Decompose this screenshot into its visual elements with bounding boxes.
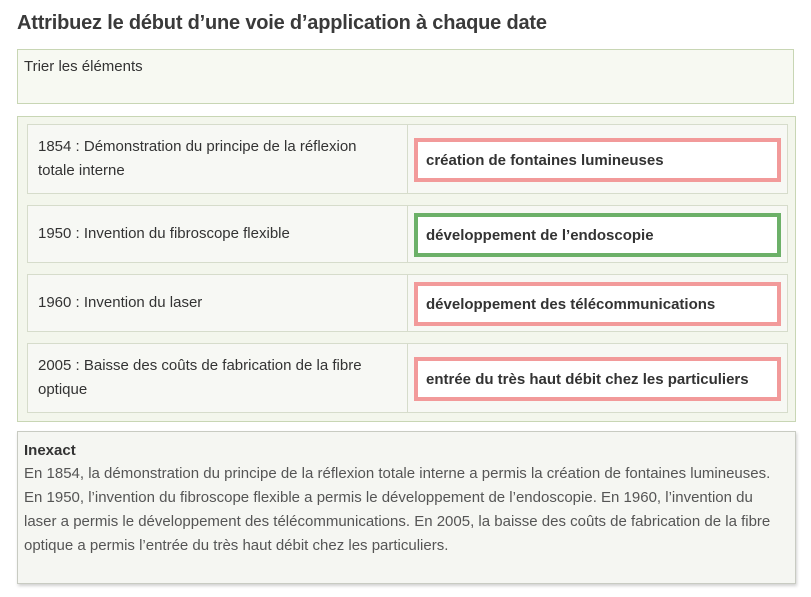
page-title: Attribuez le début d’une voie d’application à chaque date [17,12,547,34]
date-label: 1950 : Invention du fibroscope flexible [28,206,408,262]
match-row [27,205,788,263]
match-row [27,124,788,194]
sort-label: Trier les éléments [24,58,143,75]
date-label: 2005 : Baisse des coûts de fabrication de la fibre optique [28,344,408,412]
date-label: 1960 : Invention du laser [28,275,408,331]
answer-box[interactable]: création de fontaines lumineuses [414,138,781,182]
answer-box[interactable]: entrée du très haut débit chez les particuliers [414,357,781,401]
matching-area [17,116,796,422]
feedback-text: En 1854, la démonstration du principe de la réflexion totale interne a permis la création de fontaines lumineuses. En 1950, l’invention du fibroscope flexible a permis le développement de l’endoscopie. En 1960, l’invention du laser a permis le développement des télécommunications. En 2005, la baisse des coûts de fabrication de la fibre optique a permis l’entrée du très haut débit chez les particuliers. [24,465,771,554]
match-row [27,343,788,413]
answer-box[interactable]: développement de l’endoscopie [414,213,781,257]
date-label: 1854 : Démonstration du principe de la réflexion totale interne [28,125,408,193]
match-row [27,274,788,332]
feedback-title: Inexact [24,442,76,459]
answer-box[interactable]: développement des télécommunications [414,282,781,326]
sort-panel [17,49,794,104]
feedback-panel [17,431,796,584]
